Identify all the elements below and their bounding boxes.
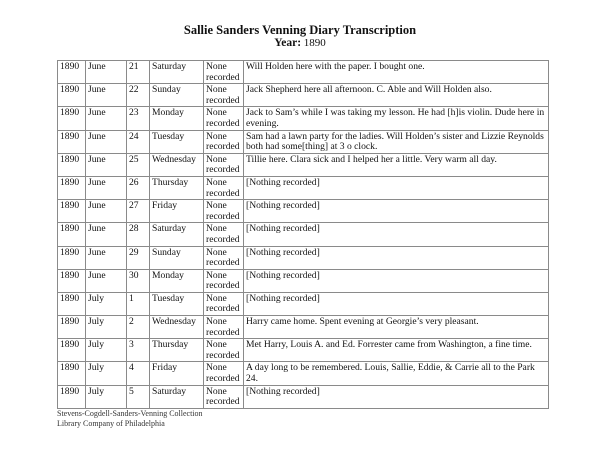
collection-name: Stevens-Cogdell-Sanders-Venning Collection: [57, 409, 203, 418]
table-row: [58, 200, 549, 223]
month-cell: June: [86, 269, 127, 292]
month-cell: June: [86, 200, 127, 223]
year-line: [0, 37, 600, 50]
weather-cell: None recorded: [204, 385, 244, 408]
year-cell: 1890: [58, 176, 86, 199]
year-cell: 1890: [58, 292, 86, 315]
year-cell: 1890: [58, 130, 86, 153]
day-cell: 25: [127, 153, 150, 176]
table-row: [58, 223, 549, 246]
entry-cell: [Nothing recorded]: [244, 246, 549, 269]
weather-cell: None recorded: [204, 130, 244, 153]
entry-cell: Will Holden here with the paper. I bought one.: [244, 61, 549, 84]
year-cell: 1890: [58, 362, 86, 385]
entry-cell: [Nothing recorded]: [244, 223, 549, 246]
day-cell: 26: [127, 176, 150, 199]
weather-cell: None recorded: [204, 292, 244, 315]
year-cell: 1890: [58, 269, 86, 292]
table-row: [58, 84, 549, 107]
year-cell: 1890: [58, 61, 86, 84]
table-row: [58, 130, 549, 153]
weather-cell: None recorded: [204, 269, 244, 292]
year-label: Year:: [274, 37, 302, 49]
table-row: [58, 292, 549, 315]
weekday-cell: Wednesday: [150, 316, 204, 339]
weather-cell: None recorded: [204, 339, 244, 362]
year-cell: 1890: [58, 385, 86, 408]
weekday-cell: Saturday: [150, 223, 204, 246]
year-cell: 1890: [58, 153, 86, 176]
year-cell: 1890: [58, 200, 86, 223]
entry-cell: [Nothing recorded]: [244, 176, 549, 199]
weather-cell: None recorded: [204, 316, 244, 339]
table-row: [58, 107, 549, 130]
month-cell: June: [86, 61, 127, 84]
day-cell: 23: [127, 107, 150, 130]
weekday-cell: Thursday: [150, 339, 204, 362]
entry-cell: Harry came home. Spent evening at Georgie’s very pleasant.: [244, 316, 549, 339]
entry-cell: Tillie here. Clara sick and I helped her a little. Very warm all day.: [244, 153, 549, 176]
month-cell: July: [86, 339, 127, 362]
year-cell: 1890: [58, 246, 86, 269]
weekday-cell: Friday: [150, 200, 204, 223]
year-cell: 1890: [58, 107, 86, 130]
table-row: [58, 362, 549, 385]
month-cell: June: [86, 130, 127, 153]
day-cell: 22: [127, 84, 150, 107]
entry-cell: [Nothing recorded]: [244, 200, 549, 223]
table-row: [58, 269, 549, 292]
entry-cell: [Nothing recorded]: [244, 292, 549, 315]
entry-cell: Met Harry, Louis A. and Ed. Forrester came from Washington, a fine time.: [244, 339, 549, 362]
month-cell: June: [86, 84, 127, 107]
diary-table-body: [58, 61, 549, 409]
weekday-cell: Saturday: [150, 61, 204, 84]
month-cell: July: [86, 316, 127, 339]
month-cell: June: [86, 153, 127, 176]
year-cell: 1890: [58, 223, 86, 246]
year-cell: 1890: [58, 84, 86, 107]
document-title: Sallie Sanders Venning Diary Transcription: [183, 23, 417, 37]
month-cell: July: [86, 292, 127, 315]
day-cell: 5: [127, 385, 150, 408]
day-cell: 1: [127, 292, 150, 315]
weekday-cell: Wednesday: [150, 153, 204, 176]
table-row: [58, 316, 549, 339]
footer: [57, 409, 203, 429]
weekday-cell: Sunday: [150, 246, 204, 269]
day-cell: 4: [127, 362, 150, 385]
month-cell: June: [86, 246, 127, 269]
weekday-cell: Friday: [150, 362, 204, 385]
table-row: [58, 61, 549, 84]
table-row: [58, 176, 549, 199]
weekday-cell: Thursday: [150, 176, 204, 199]
entry-cell: [Nothing recorded]: [244, 269, 549, 292]
day-cell: 27: [127, 200, 150, 223]
weather-cell: None recorded: [204, 61, 244, 84]
weather-cell: None recorded: [204, 223, 244, 246]
weekday-cell: Tuesday: [150, 292, 204, 315]
table-row: [58, 339, 549, 362]
weather-cell: None recorded: [204, 200, 244, 223]
month-cell: June: [86, 107, 127, 130]
weather-cell: None recorded: [204, 107, 244, 130]
day-cell: 29: [127, 246, 150, 269]
diary-table: [57, 60, 549, 409]
month-cell: June: [86, 176, 127, 199]
table-row: [58, 153, 549, 176]
day-cell: 3: [127, 339, 150, 362]
weekday-cell: Monday: [150, 269, 204, 292]
weekday-cell: Monday: [150, 107, 204, 130]
day-cell: 21: [127, 61, 150, 84]
month-cell: July: [86, 362, 127, 385]
year-cell: 1890: [58, 316, 86, 339]
weather-cell: None recorded: [204, 176, 244, 199]
entry-cell: [Nothing recorded]: [244, 385, 549, 408]
entry-cell: A day long to be remembered. Louis, Sallie, Eddie, & Carrie all to the Park 24.: [244, 362, 549, 385]
entry-cell: Jack Shepherd here all afternoon. C. Able and Will Holden also.: [244, 84, 549, 107]
entry-cell: Sam had a lawn party for the ladies. Will Holden’s sister and Lizzie Reynolds both had some[thing] at 3 o clock.: [244, 130, 549, 153]
weather-cell: None recorded: [204, 246, 244, 269]
library-name: Library Company of Philadelphia: [57, 419, 165, 428]
weather-cell: None recorded: [204, 362, 244, 385]
day-cell: 28: [127, 223, 150, 246]
table-row: [58, 246, 549, 269]
weekday-cell: Sunday: [150, 84, 204, 107]
month-cell: July: [86, 385, 127, 408]
weekday-cell: Tuesday: [150, 130, 204, 153]
entry-cell: Jack to Sam’s while I was taking my lesson. He had [h]is violin. Dude here in evening.: [244, 107, 549, 130]
day-cell: 30: [127, 269, 150, 292]
month-cell: June: [86, 223, 127, 246]
table-row: [58, 385, 549, 408]
weekday-cell: Saturday: [150, 385, 204, 408]
day-cell: 24: [127, 130, 150, 153]
day-cell: 2: [127, 316, 150, 339]
weather-cell: None recorded: [204, 153, 244, 176]
weather-cell: None recorded: [204, 84, 244, 107]
year-value: 1890: [303, 37, 326, 49]
year-cell: 1890: [58, 339, 86, 362]
